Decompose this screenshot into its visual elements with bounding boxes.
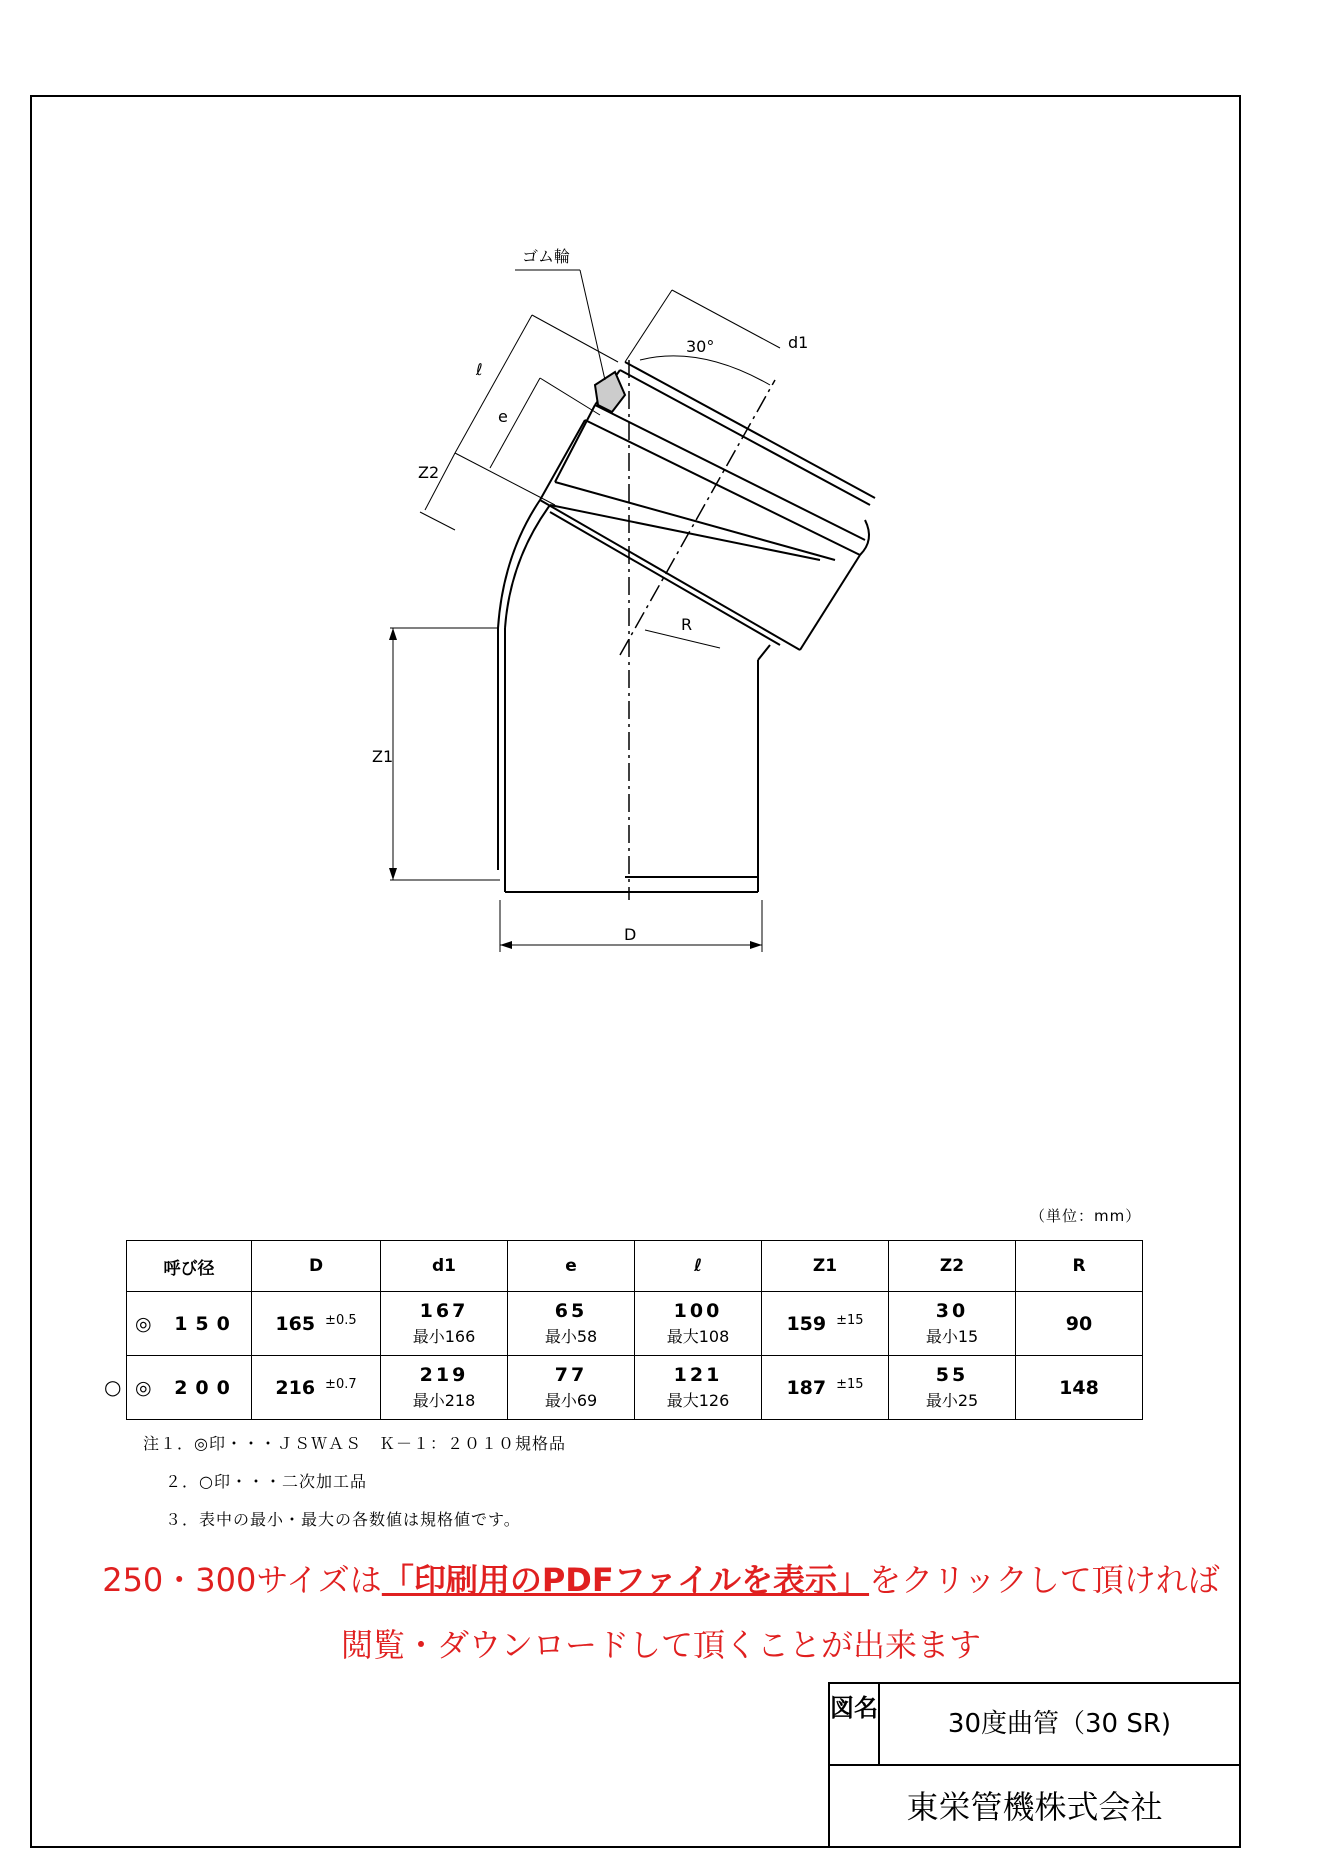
rubber-ring-gasket	[595, 372, 625, 412]
unit-label: （単位：mm）	[1030, 1207, 1142, 1225]
cell-z2	[889, 1356, 1016, 1420]
cell-l	[635, 1356, 762, 1420]
value-d: 216	[275, 1376, 316, 1399]
value-z2: 55	[935, 1364, 969, 1386]
cell-nominal: ◎ 200	[127, 1356, 252, 1420]
sub-z2: 最小15	[925, 1327, 979, 1346]
header-z1: Z1	[762, 1241, 889, 1292]
header-nominal: 呼び径	[127, 1241, 252, 1292]
promo-line-1	[0, 1555, 1322, 1601]
label-e: e	[498, 407, 508, 426]
header-d1: d1	[381, 1241, 508, 1292]
tolerance-d: ±0.5	[325, 1312, 357, 1328]
label-d1: d1	[788, 333, 809, 352]
value-e: 77	[554, 1364, 588, 1386]
promo-line-2: 閲覧・ダウンロードして頂くことが出来ます	[340, 1626, 981, 1664]
value-z2: 30	[935, 1300, 969, 1322]
cell-r: 90	[1016, 1292, 1143, 1356]
tolerance-z1: ±15	[836, 1312, 864, 1328]
label-d: D	[624, 925, 637, 944]
print-pdf-link[interactable]: 「印刷用のPDFファイルを表示」	[381, 1561, 870, 1599]
sub-e: 最小69	[544, 1391, 598, 1410]
header-e: e	[508, 1241, 635, 1292]
secondary-processing-mark: ○	[104, 1375, 122, 1399]
cell-d1	[381, 1356, 508, 1420]
sub-l: 最大126	[666, 1391, 730, 1410]
value-e: 65	[554, 1300, 588, 1322]
cell-d	[252, 1356, 381, 1420]
sub-l: 最大108	[666, 1327, 730, 1346]
value-d: 165	[275, 1312, 316, 1335]
table-header-row	[127, 1241, 1143, 1292]
sub-d1: 最小218	[412, 1391, 476, 1410]
label-z2: Z2	[418, 463, 440, 482]
cell-d1	[381, 1292, 508, 1356]
label-gasket: ゴム輪	[522, 247, 571, 266]
cell-d	[252, 1292, 381, 1356]
promo-suffix: をクリックして頂ければ	[869, 1561, 1220, 1599]
company-name: 東栄管機株式会社	[906, 1788, 1163, 1826]
note-2: ２．○印・・・二次加工品	[165, 1472, 367, 1491]
sub-e: 最小58	[544, 1327, 598, 1346]
cell-r: 148	[1016, 1356, 1143, 1420]
value-d1: 219	[419, 1364, 469, 1386]
note-1: 注１．◎印・・・ＪＳＷＡＳ Ｋ－１：２０１０規格品	[143, 1434, 566, 1453]
dimension-table	[126, 1240, 1143, 1420]
tolerance-z1: ±15	[836, 1376, 864, 1392]
notes	[143, 1425, 566, 1539]
title-block-label: 図名	[830, 1684, 880, 1766]
sub-z2: 最小25	[925, 1391, 979, 1410]
cell-z1	[762, 1356, 889, 1420]
value-z1: 159	[786, 1312, 827, 1335]
header-d: D	[252, 1241, 381, 1292]
cell-l	[635, 1292, 762, 1356]
promo-prefix: 250・300サイズは	[102, 1561, 382, 1599]
table-row	[127, 1292, 1143, 1356]
label-z1: Z1	[372, 747, 394, 766]
table-row	[127, 1356, 1143, 1420]
cell-z2	[889, 1292, 1016, 1356]
tolerance-d: ±0.7	[325, 1376, 357, 1392]
label-r: R	[681, 615, 693, 634]
cell-e	[508, 1292, 635, 1356]
drawing-name: 30度曲管（30 SR)	[880, 1684, 1239, 1766]
header-r: R	[1016, 1241, 1143, 1292]
sub-d1: 最小166	[412, 1327, 476, 1346]
header-l: ℓ	[635, 1241, 762, 1292]
title-block	[828, 1682, 1241, 1848]
value-l: 100	[673, 1300, 723, 1322]
cell-e	[508, 1356, 635, 1420]
cell-nominal: ◎ 150	[127, 1292, 252, 1356]
value-l: 121	[673, 1364, 723, 1386]
value-z1: 187	[786, 1376, 827, 1399]
label-l: ℓ	[476, 360, 483, 379]
label-angle: 30°	[686, 337, 715, 356]
header-z2: Z2	[889, 1241, 1016, 1292]
cell-z1	[762, 1292, 889, 1356]
dimension-arrows	[389, 628, 762, 949]
note-3: ３．表中の最小・最大の各数値は規格値です。	[165, 1510, 521, 1529]
value-d1: 167	[419, 1300, 469, 1322]
